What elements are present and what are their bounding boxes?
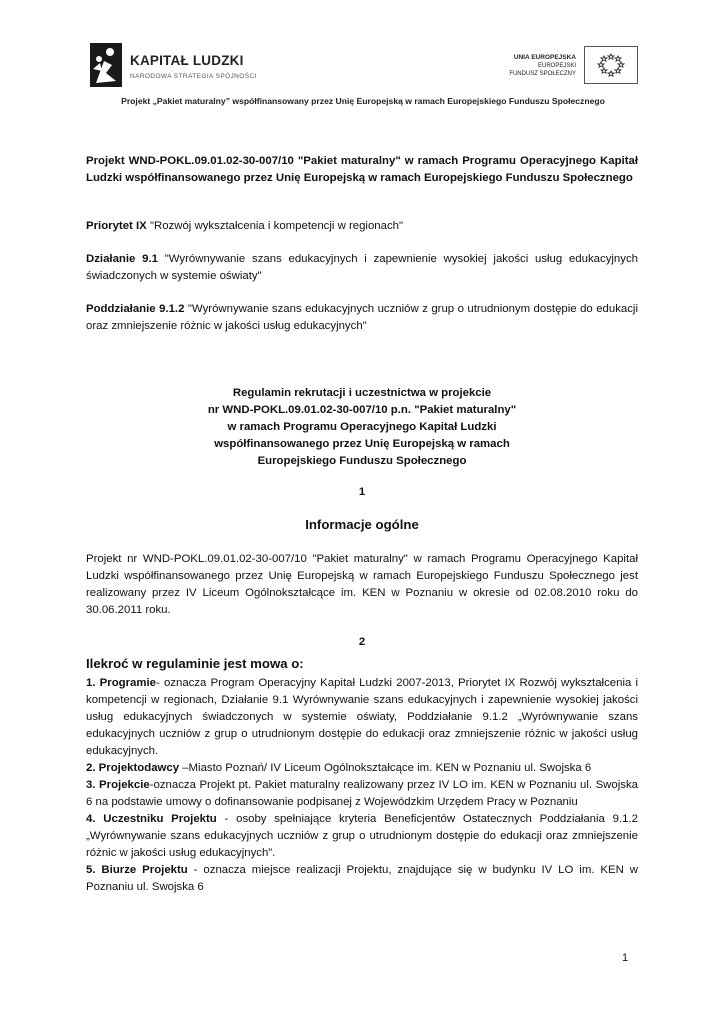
logo-title: KAPITAŁ LUDZKI [130,53,244,68]
section2-number: 2 [358,636,366,648]
list-item [86,862,638,896]
eu-line3: FUNDUSZ SPOŁECZNY [509,71,576,77]
item-text: - osoby spełniające kryteria Beneficjentów Ostatecznych Poddziałania 9.1.2 „Wyrównywanie szans edukacyjnych uczniów z grup o utrudnionym dostępie do edukacji oraz zmniejszenie różnic w jakości usług edukacyjnych”. [86,813,638,859]
item-label: 4. Uczestniku Projektu [86,813,217,825]
dzialanie-line [86,251,638,285]
priorytet-text: "Rozwój wykształcenia i kompetencji w regionach" [146,220,404,232]
section2-heading: Ilekroć w regulaminie jest mowa o: [86,656,304,671]
item-text: - oznacza Program Operacyjny Kapitał Ludzki 2007-2013, Priorytet IX Rozwój wykształcenia i kompetencji w regionach, Działanie 9.1 Wyrównywanie szans edukacyjnych i zapewnienie wysokiej jakości usług edukacyjnych świadczonych w systemie oświaty, Poddziałanie 9.1.2 „Wyrównywanie szans edukacyjnych uczniów z grup o utrudnionym dostępie do edukacji oraz zmniejszenie różnic w jakości usług edukacyjnych. [86,677,638,757]
section1-text: Projekt nr WND-POKL.09.01.02-30-007/10 "Pakiet maturalny" w ramach Programu Operacyjnego Kapitał Ludzki współfinansowanego przez Unię Europejską w ramach Europejskiego Funduszu Społecznego jest realizowany przez IV Liceum Ogólnokształcące im. KEN w Poznaniu w okresie od 02.08.2010 roku do 30.06.2011 roku. [86,553,638,616]
list-item [86,777,638,811]
list-item [86,675,638,760]
poddzialanie-line [86,301,638,335]
poddzialanie-label: Poddziałanie 9.1.2 [86,303,185,315]
title-line: Europejskiego Funduszu Społecznego [257,455,467,467]
list-item [86,811,638,862]
item-label: 5. Biurze Projektu [86,864,188,876]
page-header [86,40,640,110]
eu-label [502,54,576,78]
section1-heading: Informacje ogólne [305,517,419,532]
page-number: 1 [622,952,629,964]
item-label: 1. Programie [86,677,157,689]
item-text: - oznacza miejsce realizacji Projektu, znajdujące się w budynku IV LO im. KEN w Poznaniu ul. Swojska 6 [86,864,638,893]
section1-number: 1 [358,486,366,498]
kapital-ludzki-emblem-icon [90,43,122,87]
priorytet-label: Priorytet IX [86,220,147,232]
project-line: Projekt WND-POKL.09.01.02-30-007/10 "Pakiet maturalny" w ramach Programu Operacyjnego Kapitał Ludzki współfinansowanego przez Unię Europejską w ramach Europejskiego Funduszu Społecznego [86,155,638,184]
dzialanie-label: Działanie 9.1 [86,253,158,265]
kapital-ludzki-logo [90,43,290,93]
title-line: nr WND-POKL.09.01.02-30-007/10 p.n. "Pakiet maturalny" [207,404,517,416]
logo-subtitle: NARODOWA STRATEGIA SPÓJNOŚCI [130,73,257,80]
list-item [86,760,638,777]
poddzialanie-text: "Wyrównywanie szans edukacyjnych uczniów z grup o utrudnionym dostępie do edukacji oraz zmniejszenie różnic w jakości usług edukacyjnych" [86,303,638,332]
eu-line1: UNIA EUROPEJSKA [513,54,576,61]
definitions-list [86,675,638,896]
title-line: współfinansowanego przez Unię Europejską w ramach [214,438,510,450]
item-label: 3. Projekcie [86,779,150,791]
title-line: w ramach Programu Operacyjnego Kapitał Ludzki [227,421,497,433]
header-caption: Projekt „Pakiet maturalny” współfinansowany przez Unię Europejską w ramach Europejskiego Funduszu Społecznego [121,96,605,106]
priorytet-line [86,218,638,235]
dzialanie-text: "Wyrównywanie szans edukacyjnych i zapewnienie wysokiej jakości usług edukacyjnych świadczonych w systemie oświaty" [86,253,638,282]
title-line: Regulamin rekrutacji i uczestnictwa w projekcie [232,387,492,399]
item-label: 2. Projektodawcy [86,762,180,774]
eu-line2: EUROPEJSKI [537,63,576,69]
eu-flag-icon [584,46,638,84]
document-title [86,385,638,470]
item-text: -oznacza Projekt pt. Pakiet maturalny realizowany przez IV LO im. KEN w Poznaniu ul. Swojska 6 na podstawie umowy o dofinansowanie podpisanej z Wojewódzkim Urzędem Pracy w Poznaniu [86,779,638,808]
item-text: –Miasto Poznań/ IV Liceum Ogólnokształcące im. KEN w Poznaniu ul. Swojska 6 [179,762,592,774]
